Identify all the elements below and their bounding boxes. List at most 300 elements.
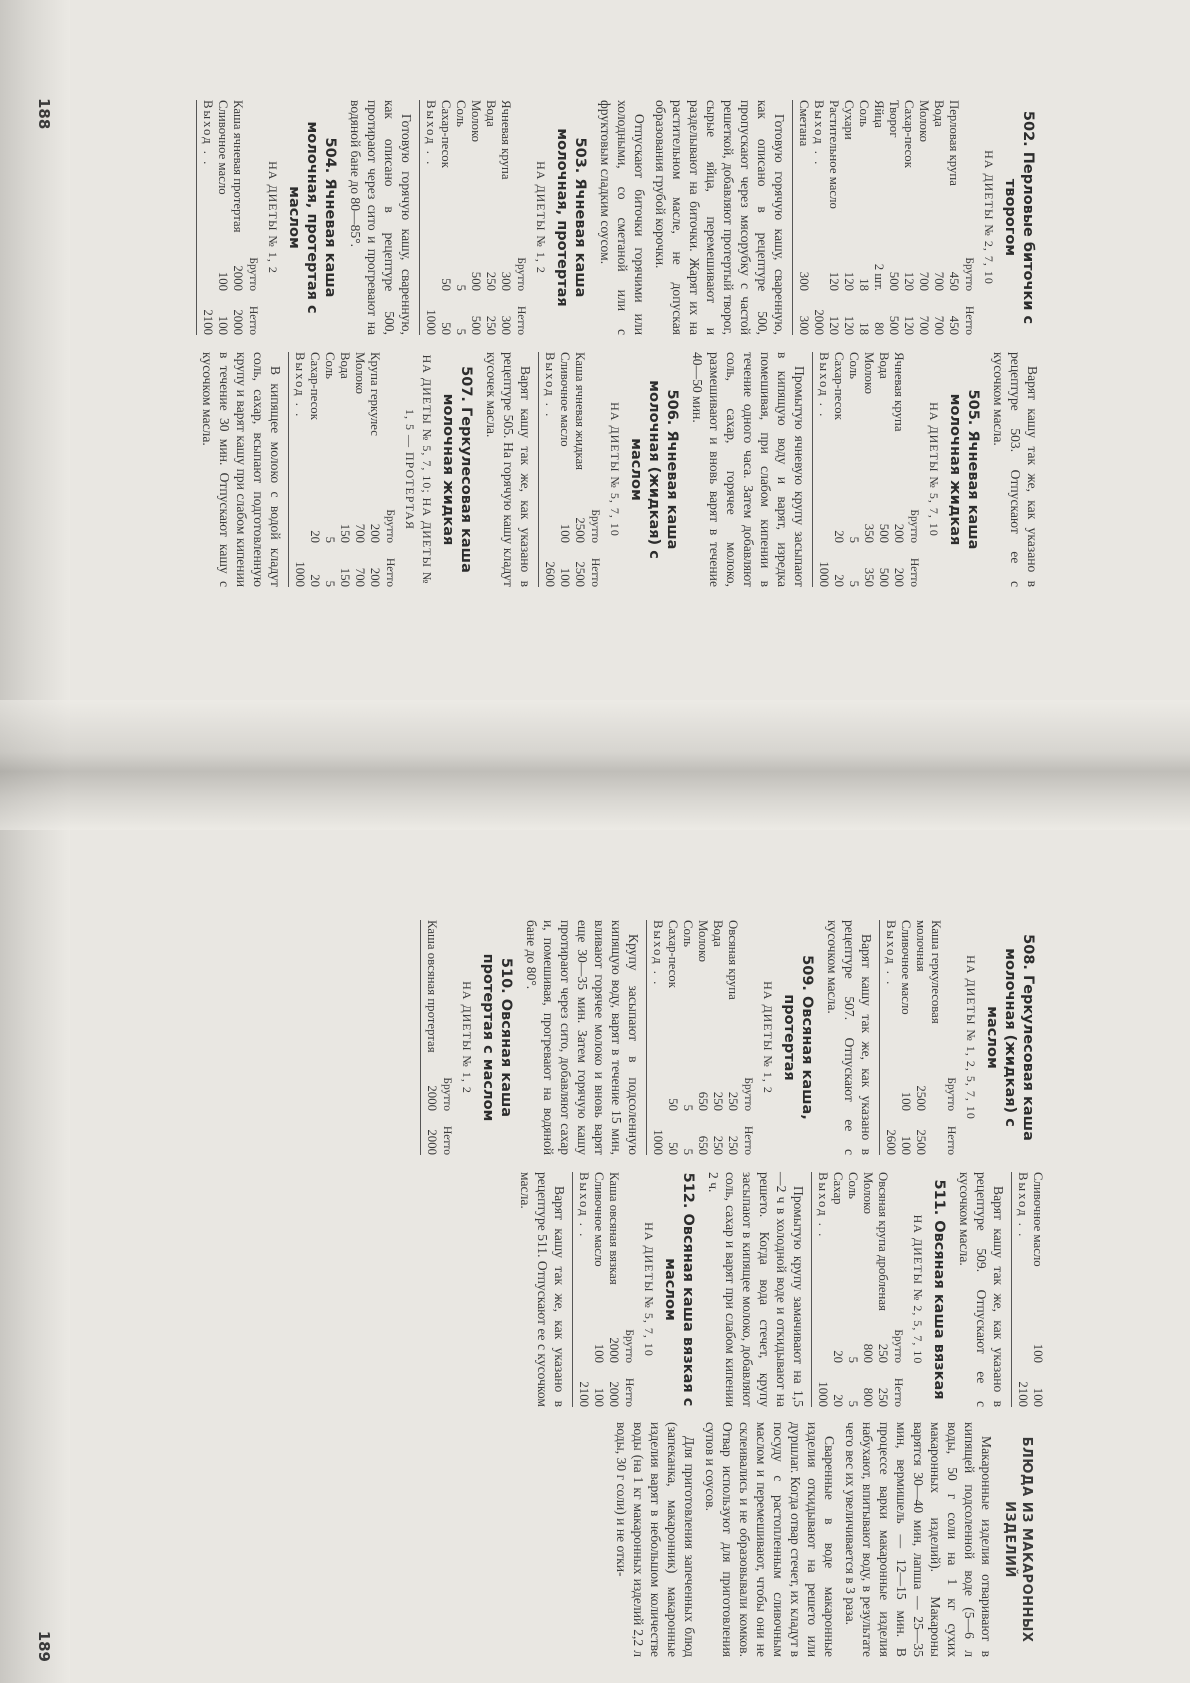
diet-line: НА ДИЕТЫ № 2, 5, 7, 10 [911,1214,925,1365]
header-blank [513,100,528,247]
net-weight: 100 [558,567,572,587]
ingredients-table [423,100,528,335]
ingredient-row [665,920,680,1155]
yield-row [816,352,831,587]
gross-weight: 5 [323,536,337,543]
net-weight: 5 [846,1400,860,1407]
right-column-2 [513,1172,1045,1407]
ingredient-row [916,100,931,335]
section-text: Сваренные в воде макаронные изделия откидывают на решето или дуршлаг. Когда отвар стечет, их кладут в посуду с растопленным сливочным маслом и перемешивают, чтобы они не склеивались и не образовывали комков. Отвар используют для приготовления супов и соусов. [703,1422,837,1657]
net-weight: 2000 [607,1381,621,1407]
ingredient-row [572,352,587,587]
header-blank [382,352,397,499]
gross-weight: 120 [902,271,916,291]
ingredient-name: Сахар-песок [666,920,680,988]
net-weight: 120 [842,315,856,335]
yield-label: Выход . . [816,1172,830,1239]
ingredients-table [815,1172,905,1407]
gross-weight: 2000 [607,1337,621,1363]
yield-label: Выход . . [651,920,665,987]
section-text: Макаронные изделия отваривают в кипящей подсоленной воде (5—6 л воды, 50 г соли на 1 кг сухих макаронных изделий). Макароны варятся 30—40 мин, лапша — 25—35 мин, вермишель — 12—15 мин. В процессе варки макаронные изделия набухают, впитывают воду, в результате чего вес их увеличивается в 3 раза. [843,1422,994,1657]
ingredient-name: Каша ячневая жидкая [573,352,587,471]
ingredient-row [796,100,811,335]
column-header: Нетто [945,1125,957,1155]
diet-line: НА ДИЕТЫ № 5, 7, 10 [642,1222,656,1357]
ingredient-row [352,352,367,587]
ingredient-name: Каша овсяная протертая [425,920,439,1053]
yield-value: 1000 [817,561,831,587]
yield-row [1015,1172,1030,1407]
ingredient-name: Ячневая крупа [892,352,906,432]
net-weight: 500 [887,315,901,335]
header-blank [621,1172,636,1319]
header-blank [943,920,958,1067]
yield-value: 1000 [651,1129,665,1155]
gross-weight: 5 [847,536,861,543]
net-weight: 120 [827,315,841,335]
yield-label: Выход . . [817,352,831,419]
gross-weight: 450 [947,271,961,291]
gross-weight: 18 [857,278,871,291]
ingredient-name: Вода [711,920,725,947]
ingredient-row [725,920,740,1155]
ingredients-table [200,100,260,335]
page-right [35,910,1115,1670]
gross-weight: 5 [454,284,468,291]
ingredient-name: Сливочное масло [216,100,230,195]
yield-value: 2000 [812,309,826,335]
ingredient-row [483,100,498,335]
column-header: Брутто [441,1077,453,1111]
recipe-title: 510. Овсяная каша протертая с маслом [480,953,514,1122]
yield-blank [423,247,438,291]
net-weight: 200 [368,567,382,587]
column-header: Нетто [515,305,527,335]
ingredient-row [861,352,876,587]
net-weight: 5 [681,1148,695,1155]
net-weight: 150 [338,567,352,587]
ingredient-row [680,920,695,1155]
ingredient-name: Каша геркулесовая молочная [914,920,943,1024]
recipe-text: Промытую ячневую крупу засыпают в кипящую воду и варят, изредка помешивая, при слабом кипении в течение одного часа. Затем добавляют соль, сахар, горячее молоко, размешивают и вновь варят в течение 40—50 мин. [690,352,807,587]
diet-line: НА ДИЕТЫ № 5, 7, 10 [927,402,941,537]
header-blank [961,100,976,247]
column-header: Брутто [742,1077,754,1111]
yield-row [650,920,665,1155]
diet-line: НА ДИЕТЫ № 1, 2 [534,161,548,274]
gross-weight: 20 [831,1350,845,1363]
yield-value: 2600 [884,1129,898,1155]
ingredient-name: Соль [857,100,871,127]
ingredient-row [438,100,453,335]
column-header: Брутто [515,257,527,291]
ingredient-row [591,1172,606,1407]
yield-value: 1000 [293,561,307,587]
scan-margin [0,0,70,1683]
section-title: БЛЮДА ИЗ МАКАРОННЫХ ИЗДЕЛИЙ [1002,1436,1034,1643]
ingredient-row [424,920,439,1155]
net-weight: 5 [454,328,468,335]
yield-blank [816,499,831,543]
yield-row [883,920,898,1155]
divider-line [646,920,647,1155]
gross-weight: 5 [846,1356,860,1363]
gross-weight: 300 [499,271,513,291]
net-weight: 500 [469,315,483,335]
section-text: Для приготовления запеченных блюд (запеканка, макаронник) макаронные изделия варят в небольшом количестве воды (на 1 кг макаронных изделий 2,2 л воды, 30 г соли) и не отки- [614,1422,697,1657]
ingredient-row [841,100,856,335]
ingredient-name: Молоко [353,352,367,395]
net-weight: 500 [877,567,891,587]
left-column-1 [193,100,1045,335]
ingredients-table [292,352,397,587]
header-blank [740,920,755,1067]
ingredient-name: Молоко [861,1172,875,1215]
ingredient-name: Сахар [831,1172,845,1205]
recipe-title: 507. Геркулесовая каша молочная жидкая [440,366,474,573]
ingredient-row [557,352,572,587]
ingredient-name: Вода [338,352,352,379]
net-weight: 350 [862,567,876,587]
ingredient-row [891,352,906,587]
ingredients-table [650,920,755,1155]
ingredient-name: Сахар-песок [439,100,453,168]
ingredient-row [1030,1172,1045,1407]
net-weight: 700 [917,315,931,335]
ingredient-row [498,100,513,335]
ingredient-name: Сахар-песок [832,352,846,420]
recipe-title: 506. Ячневая каша молочная (жидкая) с маслом [628,380,680,559]
divider-line [572,1172,573,1407]
yield-label: Выход . . [577,1172,591,1239]
gross-weight: 700 [932,271,946,291]
recipe-text: Готовую горячую кашу, сваренную, как описано в рецептуре 500, пропускают через мясорубку с частой решеткой, добавляют протертый творог, сырые яйца, перемешивают и разделывают на биточки. Жарят их на растительном масле, не допуская образования грубой корочки. [653,100,787,335]
ingredients-table [883,920,958,1155]
ingredient-row [453,100,468,335]
recipe-text: Варят кашу так же, как указано в рецептуре 511. Отпускают ее с кусочком масла. [518,1172,567,1407]
divider-line [288,352,289,587]
yield-row [292,352,307,587]
ingredient-name: Сухари [842,100,856,140]
recipe-text: Варят кашу так же, как указано в рецептуре 507. Отпускают ее с кусочком масла. [825,920,874,1155]
ingredient-name: Сметана [797,100,811,147]
page-number: 188 [35,98,53,130]
yield-row [542,352,557,587]
ingredient-row [875,1172,890,1407]
net-weight: 120 [902,315,916,335]
net-weight: 2000 [425,1129,439,1155]
diet-line: НА ДИЕТЫ № 1, 2, 5, 7, 10 [964,955,978,1120]
recipe-text: Отпускают биточки горячими или холодными, со сметаной или с фруктовым сладким соусом. [598,100,647,335]
page-left [35,90,1115,850]
ingredient-row [913,920,943,1155]
net-weight: 250 [726,1135,740,1155]
yield-blank [815,1319,830,1363]
right-column-3 [609,1422,1045,1657]
gross-weight: 700 [353,523,367,543]
ingredient-name: Перловая крупа [947,100,961,186]
ingredient-name: Творог [887,100,901,138]
column-header: Нетто [441,1125,453,1155]
column-header: Нетто [742,1125,754,1155]
yield-blank [811,247,826,291]
ingredient-row [710,920,725,1155]
net-weight: 20 [831,1394,845,1407]
ingredient-row [215,100,230,335]
yield-blank [542,499,557,543]
recipe-title: 509. Овсяная каша, протертая [781,955,815,1120]
gross-weight: 500 [887,271,901,291]
ingredient-row [871,100,886,335]
gross-weight: 2000 [231,265,245,291]
ingredient-name: Яйца [872,100,886,128]
ingredient-row [876,352,891,587]
recipe-title: 502. Перловые биточки с творогом [1002,110,1036,325]
ingredients-table [542,352,602,587]
ingredient-row [860,1172,875,1407]
column-header: Нетто [908,557,920,587]
yield-row [576,1172,591,1407]
gross-weight: 20 [308,530,322,543]
column-header: Нетто [247,305,259,335]
divider-line [420,920,421,1155]
ingredient-name: Вода [877,352,891,379]
ingredient-name: Сахар-песок [902,100,916,168]
gross-weight: 120 [842,271,856,291]
ingredient-row [946,100,961,335]
page-number: 189 [35,1630,53,1662]
gross-weight: 100 [216,271,230,291]
ingredient-name: Сахар-песок [308,352,322,420]
ingredients-table [796,100,976,335]
gross-weight: 2500 [573,517,587,543]
yield-row [200,100,215,335]
ingredients-table [1015,1172,1045,1407]
yield-value: 2100 [1016,1381,1030,1407]
yield-label: Выход . . [543,352,557,419]
divider-line [811,1172,812,1407]
yield-label: Выход . . [1016,1172,1030,1239]
gross-weight: 250 [484,271,498,291]
ingredient-name: Молоко [696,920,710,963]
gross-weight: 50 [439,278,453,291]
ingredient-name: Сливочное масло [592,1172,606,1267]
yield-row [815,1172,830,1407]
column-header: Нетто [589,557,601,587]
yield-value: 1000 [816,1381,830,1407]
divider-line [196,100,197,335]
net-weight: 5 [847,580,861,587]
header-blank [439,920,454,1067]
ingredient-row [337,352,352,587]
net-weight: 80 [872,322,886,335]
ingredient-name: Крупа геркулес [368,352,382,436]
gross-weight: 350 [862,523,876,543]
ingredient-name: Каша ячневая протертая [231,100,245,233]
net-weight: 100 [899,1135,913,1155]
ingredient-name: Соль [847,352,861,379]
ingredient-name: Каша овсяная вязкая [607,1172,621,1285]
yield-row [811,100,826,335]
net-weight: 5 [323,580,337,587]
yield-value: 1000 [424,309,438,335]
ingredient-name: Сливочное масло [899,920,913,1015]
net-weight: 800 [861,1387,875,1407]
recipe-text: Промытую крупу замачивают на 1,5—2 ч в холодной воде и откидывают на решето. Когда вода стечет, крупу засыпают в кипящее молоко, добавляют соль, сахар и варят при слабом кипении 2 ч. [706,1172,806,1407]
header-blank [906,352,921,499]
ingredient-name: Сливочное масло [1031,1172,1045,1267]
ingredient-name: Молоко [469,100,483,143]
yield-value: 2600 [543,561,557,587]
net-weight: 50 [439,322,453,335]
recipe-title: 505. Ячневая каша молочная жидкая [947,389,981,550]
net-weight: 18 [857,322,871,335]
column-header: Брутто [963,257,975,291]
gross-weight: 100 [899,1091,913,1111]
header-blank [245,100,260,247]
ingredient-row [230,100,245,335]
ingredient-name: Соль [454,100,468,127]
ingredient-name: Вода [932,100,946,127]
left-column-2 [195,352,1045,587]
ingredients-table [424,920,454,1155]
ingredient-row [846,352,861,587]
net-weight: 250 [484,315,498,335]
column-header: Брутто [623,1329,635,1363]
net-weight: 100 [592,1387,606,1407]
gross-weight: 100 [592,1343,606,1363]
gross-weight: 300 [797,271,811,291]
ingredient-name: Растительное масло [827,100,841,209]
yield-row [423,100,438,335]
net-weight: 300 [499,315,513,335]
recipe-title: 508. Геркулесовая каша молочная (жидкая) с маслом [984,934,1036,1141]
divider-line [879,920,880,1155]
ingredient-name: Ячневая крупа [499,100,513,180]
recipe-text: Варят кашу так же, как указано в рецептуре 509. Отпускают ее с кусочком масла. [957,1172,1006,1407]
recipe-title: 503. Ячневая каша молочная, протертая [554,128,588,307]
net-weight: 20 [308,574,322,587]
yield-label: Выход . . [424,100,438,167]
divider-line [1011,1172,1012,1407]
net-weight: 250 [876,1387,890,1407]
book-spread [35,90,1115,1662]
diet-line: НА ДИЕТЫ № 5, 7, 10; НА ДИЕТЫ № 1, 5 — ПРОТЕРТАЯ [403,354,434,585]
gross-weight: 200 [892,523,906,543]
ingredient-row [322,352,337,587]
ingredient-name: Соль [846,1172,860,1199]
ingredient-row [931,100,946,335]
gross-weight: 700 [917,271,931,291]
yield-blank [650,1067,665,1111]
diet-line: НА ДИЕТЫ № 1, 2 [761,981,775,1094]
divider-line [538,352,539,587]
ingredient-row [845,1172,860,1407]
diet-line: НА ДИЕТЫ № 5, 7, 10 [608,402,622,537]
divider-line [792,100,793,335]
gross-weight: 100 [558,523,572,543]
diet-line: НА ДИЕТЫ № 1, 2 [266,161,280,274]
yield-value: 2100 [201,309,215,335]
column-header: Брутто [892,1329,904,1363]
ingredients-table [816,352,921,587]
column-header: Брутто [247,257,259,291]
ingredient-name: Молоко [917,100,931,143]
gross-weight: 250 [726,1091,740,1111]
ingredient-name: Овсяная крупа дробленая [876,1172,890,1311]
net-weight: 2000 [231,309,245,335]
yield-label: Выход . . [812,100,826,167]
column-header: Брутто [945,1077,957,1111]
ingredient-row [856,100,871,335]
recipe-title: 504. Ячневая каша молочная, протертая с маслом [286,121,338,314]
gross-weight: 500 [877,523,891,543]
recipe-text: Крупу засыпают в подсоленную кипящую воду, варят в течение 15 мин, вливают горячее молоко и вновь варят еще 30—35 мин. Затем горячую кашу протирают через сито, добавляют сахар и, помешивая, прогревают на водяной бане до 80°. [524,920,641,1155]
ingredient-row [826,100,841,335]
yield-blank [1015,1319,1030,1363]
gross-weight: 250 [876,1343,890,1363]
ingredient-row [830,1172,845,1407]
net-weight: 450 [947,315,961,335]
gross-weight: 250 [711,1091,725,1111]
recipe-text: Готовую горячую кашу, сваренную, как описано в рецептуре 500, протирают через сито и прогревают на водяной бане до 80—85°. [348,100,414,335]
divider-line [812,352,813,587]
right-column-1 [417,920,1045,1155]
ingredient-row [367,352,382,587]
ingredient-row [886,100,901,335]
gross-weight: 2000 [425,1085,439,1111]
net-weight: 250 [711,1135,725,1155]
ingredient-name: Соль [681,920,695,947]
ingredient-row [468,100,483,335]
column-header: Нетто [892,1377,904,1407]
gross-weight: 20 [832,530,846,543]
gross-weight: 100 [1031,1343,1045,1363]
recipe-text: Варят кашу так же, как указано в рецептуре 505. На горячую кашу кладут кусочек масла. [484,352,533,587]
recipe-text: В кипящее молоко с водой кладут соль, сахар, всыпают подготовленную крупу и варят кашу при слабом кипении в течение 30 мин. Отпускают кашу с кусочком масла. [200,352,283,587]
gross-weight: 2 шт. [872,263,886,291]
recipe-intro-text: Варят кашу так же, как указано в рецептуре 503. Отпускают ее с кусочком масла. [991,352,1040,587]
yield-value: 2100 [577,1381,591,1407]
ingredient-name: Сливочное масло [558,352,572,447]
net-weight: 300 [797,315,811,335]
recipe-title: 512. Овсяная каша вязкая с маслом [662,1172,696,1407]
net-weight: 20 [832,574,846,587]
diet-line: НА ДИЕТЫ № 1, 2 [460,981,474,1094]
gross-weight: 500 [469,271,483,291]
header-blank [587,352,602,499]
column-header: Нетто [963,305,975,335]
net-weight: 200 [892,567,906,587]
recipe-title: 511. Овсяная каша вязкая [931,1179,947,1400]
yield-blank [883,1067,898,1111]
header-blank [890,1172,905,1319]
ingredients-table [576,1172,636,1407]
net-weight: 2500 [914,1129,928,1155]
ingredient-name: Молоко [862,352,876,395]
net-weight: 100 [216,315,230,335]
yield-blank [292,499,307,543]
ingredient-row [695,920,710,1155]
gross-weight: 650 [696,1091,710,1111]
gross-weight: 150 [338,523,352,543]
column-header: Брутто [908,509,920,543]
diet-line: НА ДИЕТЫ № 2, 7, 10 [982,150,996,285]
net-weight: 50 [666,1142,680,1155]
yield-label: Выход . . [293,352,307,419]
net-weight: 650 [696,1135,710,1155]
divider-line [419,100,420,335]
